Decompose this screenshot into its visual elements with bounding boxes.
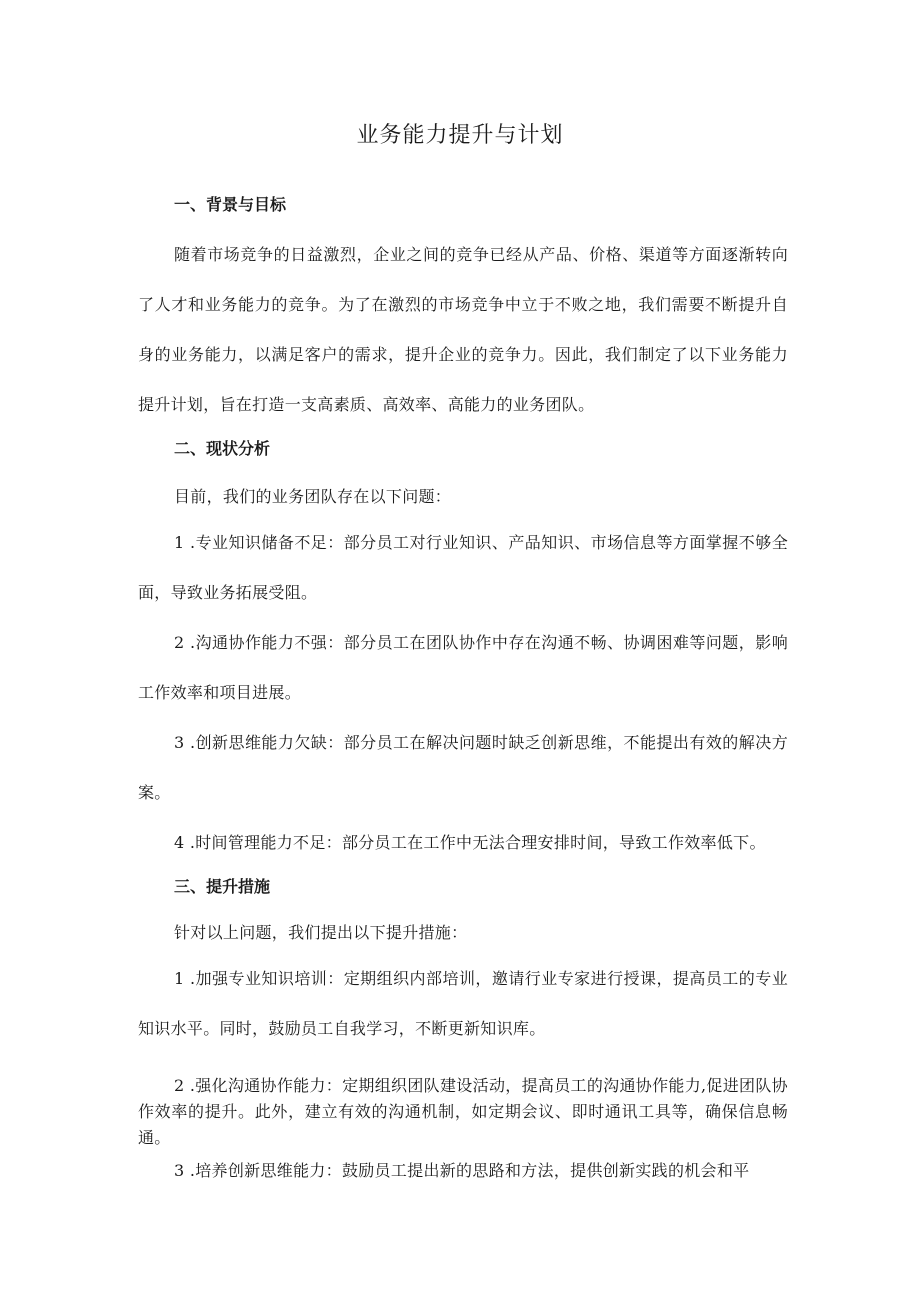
document-title: 业务能力提升与计划 <box>356 123 564 148</box>
background-paragraph: 随着市场竞争的日益激烈，企业之间的竞争已经从产品、价格、渠道等方面逐渐转向了人才和业务能力的竞争。为了在激烈的市场竞争中立于不败之地，我们需要不断提升自身的业务能力，以满足客户的需求，提升企业的竞争力。因此，我们制定了以下业务能力提升计划，旨在打造一支高素质、高效率、高能力的业务团队。 <box>138 245 788 414</box>
measures-item-2: 2 .强化沟通协作能力：定期组织团队建设活动，提高员工的沟通协作能力,促进团队协作效率的提升。此外，建立有效的沟通机制，如定期会议、即时通讯工具等，确保信息畅通。 <box>138 1076 788 1147</box>
analysis-item-1: 1 .专业知识储备不足：部分员工对行业知识、产品知识、市场信息等方面掌握不够全面，导致业务拓展受阻。 <box>138 533 788 602</box>
section-heading-background: 一、背景与目标 <box>174 195 287 214</box>
analysis-intro: 目前，我们的业务团队存在以下问题： <box>174 487 452 506</box>
measures-item-3: 3 .培养创新思维能力：鼓励员工提出新的思路和方法，提供创新实践的机会和平 <box>174 1161 750 1180</box>
analysis-item-3: 3 .创新思维能力欠缺：部分员工在解决问题时缺乏创新思维，不能提出有效的解决方案。 <box>138 733 788 802</box>
analysis-item-4: 4 .时间管理能力不足：部分员工在工作中无法合理安排时间，导致工作效率低下。 <box>174 833 766 852</box>
section-heading-measures: 三、提升措施 <box>174 877 271 896</box>
measures-intro: 针对以上问题，我们提出以下提升措施： <box>174 923 468 942</box>
analysis-item-2: 2 .沟通协作能力不强：部分员工在团队协作中存在沟通不畅、协调困难等问题，影响工作效率和项目进展。 <box>138 633 788 702</box>
measures-item-1: 1 .加强专业知识培训：定期组织内部培训，邀请行业专家进行授课，提高员工的专业知识水平。同时，鼓励员工自我学习，不断更新知识库。 <box>138 969 788 1038</box>
section-heading-analysis: 二、现状分析 <box>174 439 271 458</box>
